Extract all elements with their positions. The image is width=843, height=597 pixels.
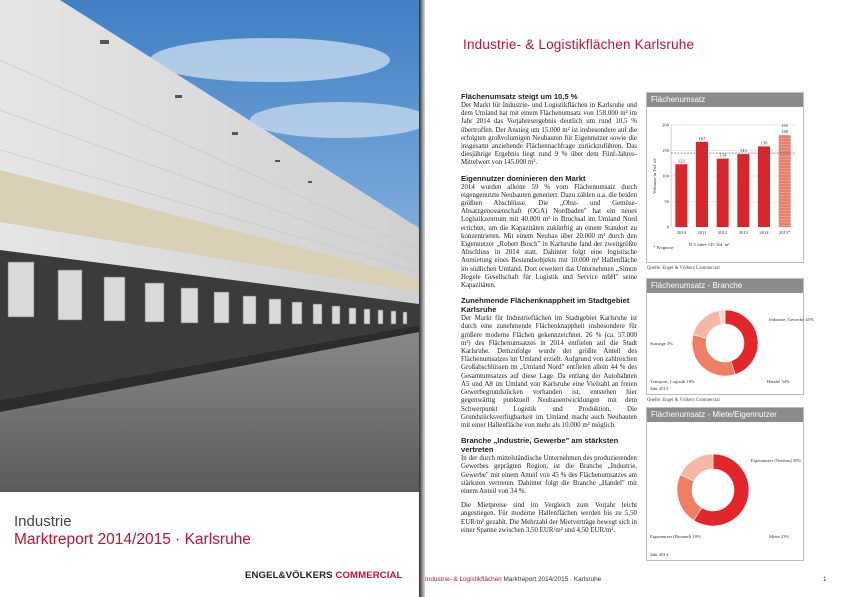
cover-kicker: Industrie bbox=[14, 513, 72, 530]
donut-slice bbox=[680, 454, 713, 481]
slice-label: Transport, Logistik 18% bbox=[650, 379, 695, 384]
slice-label: Eigennutzer (Neubau) 59% bbox=[751, 458, 802, 463]
bar-value-label: 134 bbox=[719, 152, 727, 158]
chart-note: Jahr 2014 bbox=[650, 552, 668, 557]
bar bbox=[675, 164, 687, 227]
x-tick-label: 2015* bbox=[778, 230, 791, 235]
bar bbox=[737, 154, 749, 227]
section-paragraph: Die Mietpreise sind im Vergleich zum Vorjahr leicht angestiegen. Für moderne Hallenflächen werden bis zu 5,50 EUR/m² gezahlt. Die Mehrzahl der Mietverträge bewegt sich in einer Spanne zwischen 3,50 EUR/m² und 4,50 EUR/m². bbox=[461, 502, 637, 534]
article-text bbox=[461, 92, 637, 541]
x-tick-label: 2014 bbox=[759, 230, 769, 235]
x-tick-label: 2013 bbox=[738, 230, 748, 235]
brand-name: ENGEL&VÖLKERS bbox=[245, 570, 333, 581]
bar-value-label: 123 bbox=[677, 158, 685, 164]
bar-value-label: 180 bbox=[781, 129, 789, 135]
cover-page bbox=[0, 0, 419, 597]
panel-miete-eigennutzer bbox=[646, 407, 804, 561]
section-paragraph: Der Markt für Industrieflächen im Stadtgebiet Karlsruhe ist durch eine zunehmende Flächenknappheit insbesondere für größere moderne Flächen gekennzeichnet. 26 % (ca. 57.000 m²) des Flächenumsatzes in 2014 entfielen auf die Stadt Karlsruhe. Demzufolge wurde der größte Anteil des Flächenumsatzes im Umland erzielt. Aufgrund von zahlreichen Großabschlüssen im „Umland Nord" entfielen allein 44 % des Gesamtumsatzes auf diese Lage. Da entlang der Autobahnen A5 und A8 im Umland von Karlsruhe eine Vielzahl an freien Gewerbegrundstücken vorhanden ist, entstehen hier gegenwärtig punktuell Neubauentwicklungen mit dem Schwerpunkt Logistik und Produktion. Die Grundstücksverfügbarkeit im Umland macht auch Neubauten mit einer Hallenfläche von mehr als 10.000 m² möglich. bbox=[461, 315, 637, 429]
section-heading: Flächenumsatz steigt um 10,5 % bbox=[461, 92, 578, 101]
y-axis-label: Volumen in Tsd. m² bbox=[652, 157, 657, 195]
bar-value-label: 167 bbox=[698, 135, 706, 141]
y-tick-label: 0 bbox=[666, 224, 669, 230]
panel-flaechenumsatz bbox=[646, 92, 804, 263]
bar bbox=[758, 146, 770, 227]
page-title: Industrie- & Logistikflächen Karlsruhe bbox=[463, 37, 695, 52]
slice-label: Handel 34% bbox=[767, 379, 790, 384]
y-tick-label: 200 bbox=[662, 122, 669, 128]
chart-note: Jahr 2014 bbox=[650, 386, 668, 391]
content-page bbox=[425, 0, 843, 597]
y-tick-label: 150 bbox=[662, 148, 669, 153]
donut-slice bbox=[677, 475, 702, 521]
section-paragraph: In der durch mittelständische Unternehmen des produzierenden Gewerbes geprägten Region, ist die Branche „Industrie, Gewerbe" mit einem Anteil von 45 % des Flächenumsatzes am stärksten vertreten. Dahinter folgt die Branche „Handel" mit einem Anteil von 34 %. bbox=[461, 455, 637, 495]
donut-slice bbox=[692, 335, 735, 376]
bar-value-label: 158 bbox=[760, 140, 768, 146]
slice-label: Miete 23% bbox=[769, 534, 790, 539]
y-tick-label: 100 bbox=[662, 173, 669, 179]
slice-label: Industrie, Gewerbe 45% bbox=[769, 317, 814, 322]
section-paragraph: 2014 wurden alleine 59 % vom Flächenumsatz durch eigengenutzte Neubauten generiert. Dazu zählen u.a. die beiden größten Abschlüsse. Die „Obst- und Gemüse-Absatzgenossenschaft (OGA) Nordbaden" hat ein neues Logistikzentrum mit 40.000 m² in Bruchsal im Umland Nord errichtet, um die Kapazitäten zukünftig an einem Standort zu konzentrieren. Mit einem Neubau über 20.000 m² durch den Eigennutzer „Robert Bosch" in Karlsruhe fand der zweitgrößte Abschluss in 2014 statt. Dahinter folgt eine logistische Anmietung eines Bestandsobjekts mit 10.000 m² Hallenfläche im südlichen Umland. Dort erweitert das Unternehmen „Simon Hegele Gesellschaft für Logistik und Service mbH" seine Kapazitäten. bbox=[461, 183, 637, 290]
bar-value-label: 143 bbox=[739, 148, 747, 154]
donut-chart-branche bbox=[647, 293, 814, 394]
x-tick-label: 2012 bbox=[718, 230, 728, 235]
x-tick-label: 2010 bbox=[676, 230, 686, 235]
panel-branche bbox=[646, 278, 814, 395]
y-tick-label: 50 bbox=[664, 199, 669, 204]
donut-chart-miete bbox=[647, 422, 803, 560]
warehouse-photo bbox=[0, 0, 419, 492]
source-note: Quelle: Engel & Völkers Commercial bbox=[647, 398, 720, 403]
footer-topic: Industrie- & Logistikflächen bbox=[425, 576, 502, 583]
section-heading: Zunehmende Flächenknappheit im Stadtgebiet Karlsruhe bbox=[461, 296, 630, 315]
legend-item: * Prognose bbox=[653, 245, 674, 250]
slice-label: Sonstige 3% bbox=[650, 341, 674, 346]
panel-title: Flächenumsatz - Miete/Eigennutzer bbox=[647, 408, 803, 422]
cover-title-block bbox=[14, 513, 251, 549]
page-footer bbox=[425, 576, 601, 583]
slice-label: Eigennutzer (Bestand) 18% bbox=[650, 534, 701, 539]
cover-title: Marktreport 2014/2015 · Karlsruhe bbox=[14, 531, 251, 548]
page-number: 1 bbox=[823, 576, 827, 583]
bar bbox=[696, 142, 708, 227]
section-paragraph: Der Markt für Industrie- und Logistikflächen in Karlsruhe und dem Umland hat mit einem Flächenumsatz von 158.000 m² im Jahr 2014 das Vorjahresergebnis deutlich um rund 10,5 % übertroffen. Der Anstieg um 15.000 m² ist insbesondere auf die erfolgten großvolumigen Neubauten für Eigennutzer sowie die insgesamt anziehende Flächennachfrage zurückzuführen. Das diesjährige Ergebnis liegt rund 9 % über dem Fünf-Jahres-Mittelwert von 145.000 m². bbox=[461, 102, 637, 167]
x-tick-label: 2011 bbox=[697, 230, 707, 235]
bar bbox=[717, 159, 729, 227]
panel-title: Flächenumsatz bbox=[647, 93, 803, 107]
section-heading: Eigennutzer dominieren den Markt bbox=[461, 173, 586, 183]
source-note: Quelle: Engel & Völkers Commercial bbox=[647, 266, 720, 271]
brand-division: COMMERCIAL bbox=[335, 570, 403, 581]
section-heading: Branche „Industrie, Gewerbe" am stärksten vertreten bbox=[461, 436, 619, 455]
legend-item: Ø 5 Jahre 145 Tsd. m² bbox=[689, 242, 730, 247]
donut-slice bbox=[693, 311, 721, 339]
panel-title: Flächenumsatz - Branche bbox=[647, 279, 803, 293]
footer-report: Marktreport 2014/2015 · Karlsruhe bbox=[503, 576, 602, 583]
bar-chart bbox=[647, 107, 803, 262]
brand-logo bbox=[245, 570, 403, 581]
bar-extra-label: 165 bbox=[781, 123, 789, 129]
